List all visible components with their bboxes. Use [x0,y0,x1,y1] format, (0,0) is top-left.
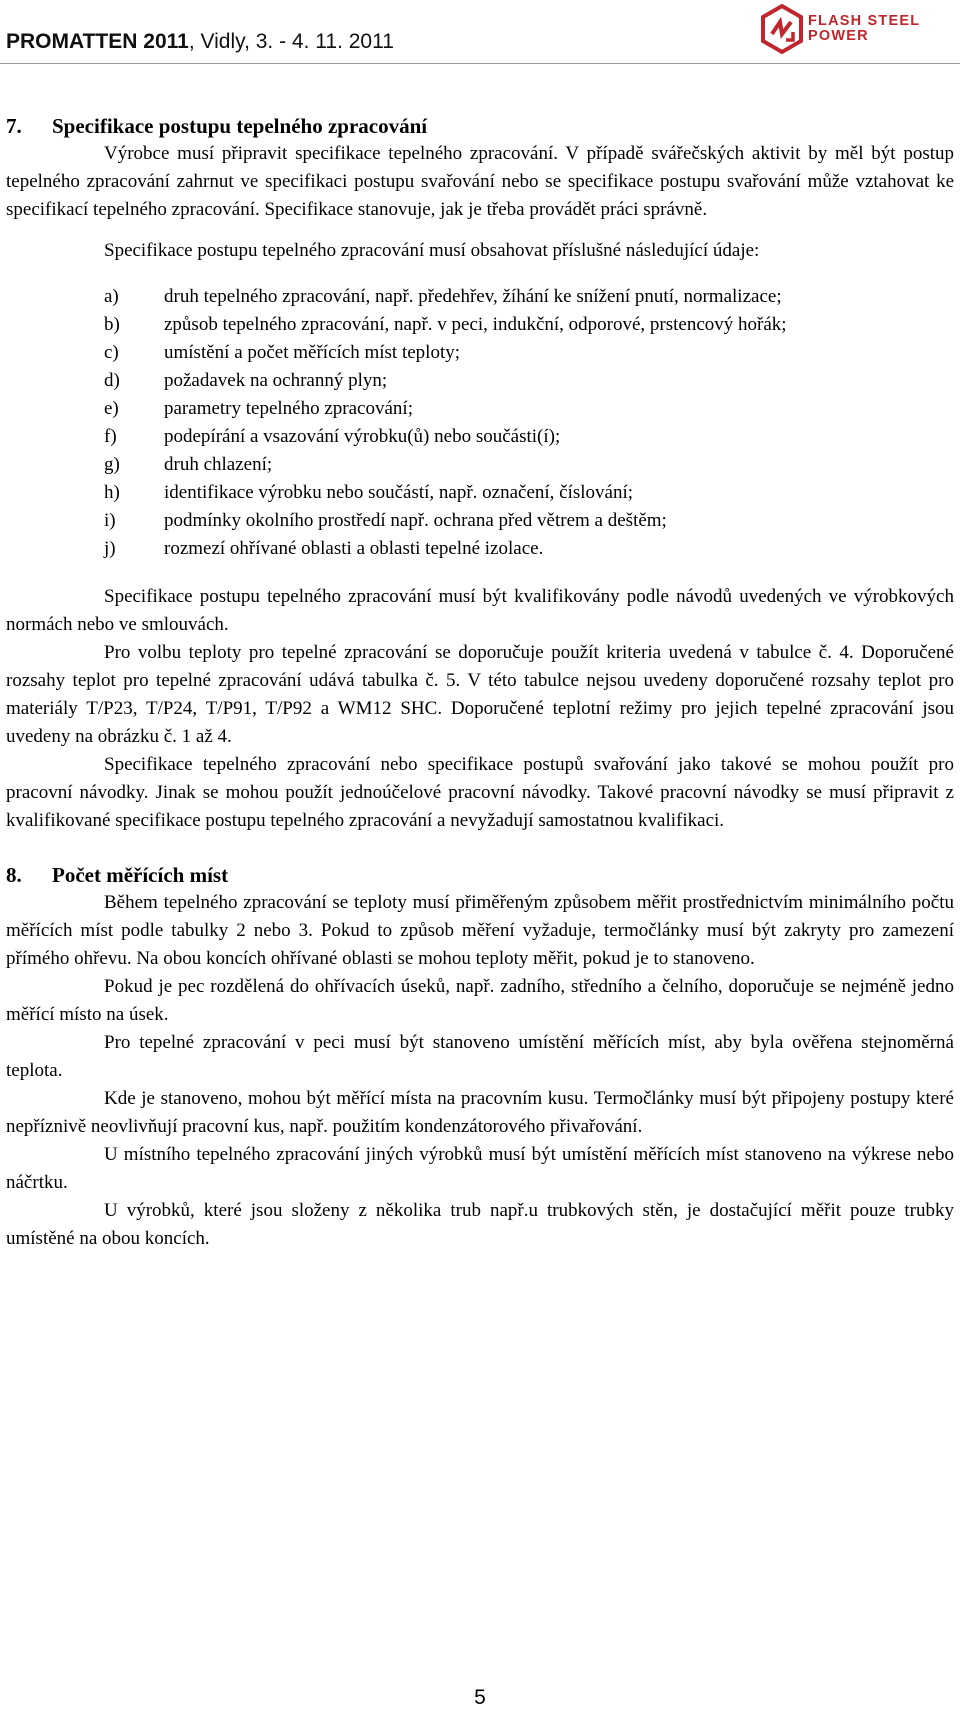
list-item-label: c) [104,342,119,363]
list-item [6,339,954,367]
list-item [6,423,954,451]
list-item [6,395,954,423]
list-intro: Specifikace postupu tepelného zpracování musí obsahovat příslušné následující údaje: [104,240,760,261]
section-8-paragraph: Kde je stanoveno, mohou být měřící místa na pracovním kusu. Termočlánky musí být připojeny postupy které nepříznivě neovlivňují pracovní kus, např. použitím kondenzátorového přivařování. [6,1088,954,1137]
company-logo [758,2,958,58]
list-item-label: d) [104,370,120,391]
list-item-text: druh tepelného zpracování, např. předehřev, žíhání ke snížení pnutí, normalizace; [164,286,782,307]
list-item-text: podmínky okolního prostředí např. ochrana před větrem a deštěm; [164,510,667,531]
section-7-intro: Výrobce musí připravit specifikace tepelného zpracování. V případě svářečských aktivit by měl být postup tepelného zpracování zahrnut ve specifikaci postupu svařování nebo se specifikace postupu svařování může vztahovat ke specifikací tepelného zpracování. Specifikace stanovuje, jak je třeba provádět práci správně. [6,143,954,220]
list-item-text: umístění a počet měřících míst teploty; [164,342,461,363]
section-7-title: Specifikace postupu tepelného zpracování [52,114,428,138]
section-8-heading [6,861,954,889]
section-8-paragraph: Pokud je pec rozdělená do ohřívacích úseků, např. zadního, středního a čelního, doporučuje se nejméně jedno měřící místo na úsek. [6,976,954,1025]
spacer [6,563,954,583]
header-title-bold: PROMATTEN 2011 [6,30,189,53]
logo-text [808,14,920,44]
flash-steel-power-logo-icon [760,4,804,56]
header-title [6,30,394,54]
list-item-label: i) [104,510,116,531]
list-item-label: f) [104,426,117,447]
list-item-text: rozmezí ohřívané oblasti a oblasti tepelné izolace. [164,538,544,559]
list-item-label: j) [104,538,116,559]
header-title-rest: , Vidly, 3. - 4. 11. 2011 [188,30,394,53]
page-number: 5 [474,1686,486,1709]
list-item-text: podepírání a vsazování výrobku(ů) nebo součásti(í); [164,426,561,447]
list-item-label: b) [104,314,120,335]
list-item [6,507,954,535]
header-divider [0,63,960,64]
list-item [6,367,954,395]
list-item [6,283,954,311]
section-7-paragraph-3: Specifikace tepelného zpracování nebo specifikace postupů svařování jako takové se mohou použít pro pracovní návodky. Jinak se mohou použít jednoúčelové pracovní návodky. Takové pracovní návodky se musí připravit z kvalifikované specifikace postupu tepelného zpracování a nevyžadují samostatnou kvalifikaci. [6,754,954,831]
list-item-label: h) [104,482,120,503]
page-header [0,0,960,62]
list-item-text: identifikace výrobku nebo součástí, např. označení, číslování; [164,482,634,503]
section-7-paragraph-1: Specifikace postupu tepelného zpracování musí být kvalifikovány podle návodů uvedených ve výrobkových normách nebo ve smlouvách. [6,586,954,635]
list-item-text: druh chlazení; [164,454,273,475]
section-7-paragraph-2: Pro volbu teploty pro tepelné zpracování se doporučuje použít kriteria uvedená v tabulce č. 4. Doporučené rozsahy teplot pro tepelné zpracování udává tabulka č. 5. V této tabulce nejsou uvedeny doporučené rozsahy teplot pro materiály T/P23, T/P24, T/P91, T/P92 a WM12 SHC. Doporučené teplotní režimy pro jejich tepelné zpracování jsou uvedeny na obrázku č. 1 až 4. [6,642,954,747]
section-8-paragraph: U místního tepelného zpracování jiných výrobků musí být umístění měřících míst stanoveno na výkrese nebo náčrtku. [6,1144,954,1193]
section-7-heading [6,112,954,140]
list-item-text: parametry tepelného zpracování; [164,398,413,419]
list-item [6,479,954,507]
spacer [6,835,954,861]
list-item [6,311,954,339]
spec-items-list [6,283,954,563]
section-7-number: 7. [6,114,22,138]
list-item [6,535,954,563]
list-item [6,451,954,479]
section-8-paragraph: Během tepelného zpracování se teploty musí přiměřeným způsobem měřit prostřednictvím minimálního počtu měřících míst podle tabulky 2 nebo 3. Pokud to způsob měření vyžaduje, termočlánky musí být zakryty pro zamezení přímého ohřevu. Na obou koncích ohřívané oblasti se mohou teploty měřit, pokud je to stanoveno. [6,892,954,969]
document-body [6,112,954,1253]
section-8-paragraph: Pro tepelné zpracování v peci musí být stanoveno umístění měřících míst, aby byla ověřena stejnoměrná teplota. [6,1032,954,1081]
list-item-label: a) [104,286,119,307]
list-item-label: g) [104,454,120,475]
list-item-text: požadavek na ochranný plyn; [164,370,388,391]
section-8-title: Počet měřících míst [52,863,229,887]
logo-line-1: FLASH STEEL [808,13,921,29]
list-item-text: způsob tepelného zpracování, např. v peci, indukční, odporové, prstencový hořák; [164,314,787,335]
section-8-paragraph: U výrobků, které jsou složeny z několika trub např.u trubkových stěn, je dostačující měřit pouze trubky umístěné na obou koncích. [6,1200,954,1249]
section-8-number: 8. [6,863,22,887]
list-item-label: e) [104,398,119,419]
logo-line-2: POWER [808,28,869,44]
